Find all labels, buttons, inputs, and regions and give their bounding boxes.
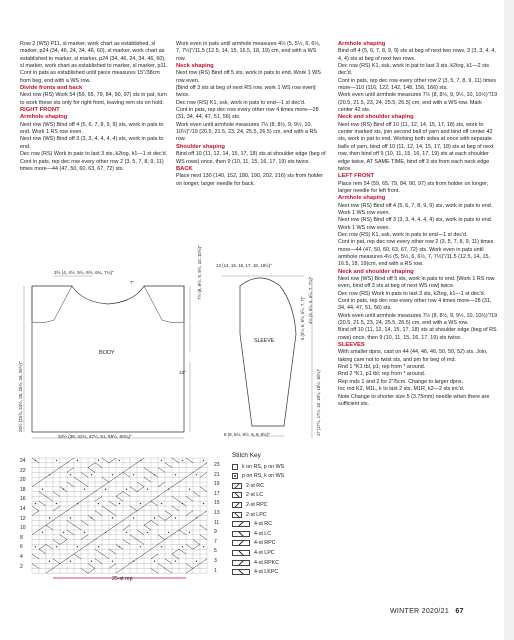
stitch-key-item (232, 462, 284, 471)
stitch-key-item (232, 529, 271, 538)
chart-row-number: 5 (214, 548, 217, 555)
stitch-key-label: 4-st LKPC (254, 569, 279, 576)
chart-row-number: 21 (214, 471, 220, 478)
stitch-key-label: 4-st RPKC (254, 559, 280, 566)
stitch-symbol-icon (232, 531, 250, 537)
instruction-paragraph: Dec row (RS) K1, ssk, work in pat to last 3 sts, k2tog, k1—2 sts dec'd. (338, 63, 489, 77)
schematic-waist-dim: 34½ (38, 42¼, 47½, 51, 55½, 60¼)" (58, 434, 132, 439)
instruction-paragraph: Bind off 4 (5, 6, 7, 8, 9, 9) sts at beg of next two rows, 3 (3, 3, 4, 4, 4, 4) sts at beg of next two rows. (338, 48, 496, 62)
chart-row-number: 12 (20, 515, 26, 522)
stitch-key-item (232, 491, 263, 500)
stitch-symbol-icon (232, 473, 238, 479)
page-number: 67 (455, 608, 464, 615)
instruction-paragraph: Next row (RS) Bind off 3 (3, 3, 4, 4, 4, 4) sts, work in pats to end. Work 1 WS row even. (338, 217, 493, 231)
chart-row-number: 22 (20, 467, 26, 474)
instruction-paragraph: Place next 130 (140, 152, 180, 190, 202, 216) sts from holder on longer, larger needle for back. (176, 173, 323, 187)
stitch-key-label: 4-st RPC (254, 540, 276, 547)
instruction-paragraph: Next row (RS) Bind off 5 sts, work in pats to end. Work 1 WS row even. (176, 70, 321, 84)
section-heading: Armhole shaping (20, 114, 68, 121)
instruction-paragraph: Work even until armhole measures 7½ (8, 8½, 9, 9½, 10, 10½)"/19 (20.5, 21.5, 23, 24, 25.5, 26.5) cm, end with a RS row. (176, 121, 317, 143)
instruction-paragraph: Cont in pat, rep dec row every other row 2 (3, 5, 7, 8, 9, 11) times more—44 (47, 50, 60, 63, 67, 72) sts. Work even in pats until armhole measures 4½ (5, 5½, 6, 6½, 7, 7½)"/11.5 (12.5, 14, 15, 16.5, 18, 19)cm, end with a RS row. (338, 239, 494, 268)
section-heading: Shoulder shaping (176, 143, 225, 150)
stitch-symbol-icon (232, 521, 250, 527)
instruction-paragraph: Rep rnds 1 and 2 for 2"/5cm. Change to larger dpns. (338, 378, 464, 385)
stitch-key-item (232, 510, 267, 519)
instruction-paragraph: Dec row (RS) K1, ssk, work in pats to end—1 st dec'd. (176, 99, 306, 106)
stitch-symbol-icon (232, 483, 242, 489)
stitch-key-label: 2-st LC (246, 492, 264, 499)
stitch-symbol-icon (232, 502, 242, 508)
chart-row-number: 24 (20, 458, 26, 464)
instruction-paragraph: With smaller dpns, cast on 44 (44, 46, 46, 50, 50, 52) sts. Join, taking care not to twist sts, and pm for beg of rnd. (338, 349, 488, 363)
text-column-1 (20, 41, 168, 173)
chart-row-number: 19 (214, 481, 220, 488)
stitch-key-item (232, 558, 279, 567)
stitch-symbol-icon (232, 540, 250, 546)
chart-row-number: 14 (20, 506, 26, 512)
schematic-armhole-dim: 7½ (8, 8½, 9, 9½, 10, 10½)" (197, 245, 202, 300)
chart-row-number: 17 (214, 490, 220, 497)
stitch-symbol-icon (232, 512, 242, 518)
instruction-paragraph: Rnd 2 *K1, p1 tbl; rep from * around. (338, 371, 426, 378)
stitch-key-label: 4-st LPC (254, 549, 275, 556)
chart-row-number: 10 (20, 525, 26, 532)
body-schematic (14, 245, 202, 442)
instruction-paragraph: Work even in pats until armhole measures 4½ (5, 5½, 6, 6½, 7, 7½)"/11.5 (12.5, 14, 15, 16.5, 18, 19) cm, end with a WS row. (176, 41, 321, 62)
instruction-paragraph: Work even until armhole measures 7½ (8, 8½, 9, 9½, 10, 10½)"/19 (20.5, 21.5, 23, 24, 25.5, 26.5) cm, end with a WS row. (338, 312, 498, 327)
schematic-top-dim: 3½ (4, 4½, 5½, 6½, 6¾, 7¼)" (54, 270, 114, 275)
instruction-paragraph: Place rem 54 (59, 65, 79, 84, 90, 97) sts from holder on longer, larger needle for left front. (338, 180, 489, 194)
instruction-paragraph: Cont in pats, rep dec row every other row 2 (3, 5, 7, 8, 9, 11) times more—110 (116, 122, 142, 148, 156, 166) sts. (338, 77, 497, 92)
stitch-key-label: 4-st LC (254, 530, 272, 537)
stitch-key-label: 2-st LPC (246, 511, 267, 518)
schematic-side-dim: 25½ (23⅞, 24½, 25, 25½, 26, 26½)" (18, 361, 23, 432)
chart-row-number: 16 (20, 496, 26, 503)
instruction-paragraph: Next row (WS) Bind off 5 sts, work in pats to end. [Work 1 RS row even, bind off 3 sts at beg of next WS row] twice. (338, 276, 495, 290)
instruction-paragraph: Dec row (RS) Work in pats to last 3 sts, k2tog, k1—1 st dec'd. (338, 290, 486, 297)
stitch-symbol-icon (232, 492, 242, 498)
section-heading: SLEEVES (338, 342, 365, 349)
stitch-key-label: 4-st RC (254, 521, 272, 528)
cable-chart (20, 454, 228, 589)
chart-row-number: 1 (214, 567, 217, 574)
stitch-symbol-icon (232, 560, 250, 566)
section-heading: Armhole shaping (338, 41, 386, 47)
chart-row-number: 15 (214, 500, 220, 507)
section-heading: Neck shaping (176, 63, 214, 70)
instruction-paragraph: Work even until armhole measures 7½ (8, 8½, 9, 9½, 10, 10½)"/19 (20.5, 21.5, 23, 24, 25.5, 26.5) cm, end with a WS row. Mark center 42 sts. (338, 92, 498, 114)
sleeve-cap-dim: 4½ (5, 5½, 6, 6½, 7, 7½)" (308, 276, 313, 324)
instruction-paragraph: Next row (RS) Bind off 10 (11, 12, 14, 15, 17, 18) sts, work to center marked sts, join second ball of yarn and bind off center 42 sts, work in pat to end. Working both sides at once with separate balls of yarn, bind off 10 (11, 12, 14, 15, 17, 18) sts at beg of next row, then bind off 9 (10, 11, 15, 16, 17, 19) sts at each shoulder edge twice, AT SAME TIME, bind off 3 sts from each neck edge twice. (338, 121, 494, 172)
chart-row-number: 3 (214, 558, 217, 564)
text-column-3 (338, 41, 498, 408)
instruction-paragraph: Note Change to shorter size 5 (3.75mm) needle when there are sufficient sts. (338, 393, 490, 407)
sleeve-length-dim: 17 (17½, 17½, 18, 18½, 18½, 18½)" (316, 368, 321, 436)
section-heading: Neck and shoulder shaping (338, 268, 414, 275)
instruction-paragraph: Rnd 1 *K1 tbl, p1; rep from * around. (338, 364, 426, 371)
stitch-symbol-icon (232, 569, 250, 575)
instruction-paragraph: Cont in pats, rep dec row every other row 4 times more—28 (31, 34, 44, 47, 51, 56) sts. (338, 298, 492, 312)
chart-row-number: 9 (214, 529, 217, 536)
stitch-key (232, 452, 332, 577)
instruction-paragraph: Row 2 (WS) P11, sl marker, work chart as established, sl marker, p24 (34, 46, 24, 34, 46, 60), sl marker, work chart as established to marker, sl marker, p24 (34, 46, 24, 34, 46, 60), sl marker, work chart as established to marker, sl marker, p11. Cont in pats as established until piece measures 15"/38cm from beg, end with a WS row. (20, 41, 168, 84)
instruction-paragraph: Bind off 10 (11, 12, 14, 15, 17, 18) sts at shoulder edge (beg of RS rows) once, then 9 (10, 11, 15, 16, 17, 19) sts twice. (338, 327, 497, 341)
stitch-symbol-icon (232, 464, 238, 470)
instruction-paragraph: Bind off 10 (11, 12, 14, 15, 17, 18) sts at shoulder edge (beg of WS rows) once, then 9 (10, 11, 15, 16, 17, 19) sts twice. (176, 151, 326, 165)
section-heading: Armhole shaping (338, 195, 386, 202)
page-footer (390, 608, 464, 615)
instruction-paragraph: Next row (RS) Bind off 4 (5, 6, 7, 8, 9, 9) sts, work in pats to end. Work 1 WS row even. (338, 202, 493, 216)
stitch-key-label: k on RS, p on WS (242, 463, 285, 470)
chart-rep-label: 25-st rep (112, 576, 133, 582)
chart-row-number: 11 (214, 519, 220, 526)
instruction-paragraph: Inc rnd K2, M1L, k to last 2 sts, M1R, k2—2 sts inc'd. (338, 386, 465, 393)
sleeve-top-dim: 13 (14, 15, 16, 17, 18, 18½)" (216, 263, 272, 268)
stitch-key-label: 2-st RC (246, 482, 264, 489)
chart-row-number: 2 (20, 563, 23, 570)
chart-row-number: 8 (20, 534, 23, 541)
sleeve-right-dim: 5 (5½, 6, 6½, 6½, 7, 7)" (300, 296, 305, 340)
section-heading: BACK (176, 165, 193, 172)
instruction-paragraph: Cont in pats, rep dec row every other row 2 (3, 5, 7, 8, 9, 11) times more—44 (47, 50, 60, 63, 67, 72) sts. (20, 158, 164, 172)
schematic-length-dim: 13" (179, 370, 186, 375)
stitch-key-item (232, 481, 264, 490)
chart-row-number: 13 (214, 510, 220, 516)
instruction-paragraph: Dec row (RS) K1, ssk, work in pats to end—1 st dec'd. (338, 231, 468, 238)
instruction-paragraph: Next row (WS) Bind off 4 (5, 6, 7, 8, 9, 9) sts, work in pats to end. Work 1 RS row even. (20, 121, 164, 136)
instruction-paragraph: Next row (WS) Bind off 3 (3, 3, 4, 4, 4, 4) sts, work in pats to end. (20, 136, 164, 150)
stitch-key-label: p on RS, k on WS (242, 473, 285, 480)
stitch-key-label: 2-st RPC (246, 501, 268, 508)
section-heading: LEFT FRONT (338, 173, 375, 180)
chart-row-number: 20 (20, 477, 26, 484)
chart-row-number: 23 (214, 462, 220, 468)
instruction-paragraph: Cont in pats, rep dec row every other row 4 times more—28 (31, 34, 44, 47, 51, 56) sts. (176, 107, 319, 121)
stitch-symbol-icon (232, 550, 250, 556)
section-heading: Neck and shoulder shaping (338, 114, 414, 121)
chart-row-number: 7 (214, 538, 217, 545)
schematic-shoulder-dim: 7" (130, 280, 135, 285)
stitch-key-item (232, 548, 275, 557)
sleeve-label: SLEEVE (254, 338, 275, 344)
section-heading: RIGHT FRONT (20, 107, 60, 114)
page-edge-strip (504, 0, 514, 640)
issue-label: WINTER 2020/21 (390, 608, 450, 615)
sleeve-schematic (200, 262, 330, 442)
stitch-key-item (232, 500, 268, 509)
schematic-body-label: BODY (99, 350, 115, 356)
instruction-paragraph: Next row (RS) Work 54 (59, 65, 79, 84, 90, 97) sts in pat, turn to work these sts only for right front, leaving rem sts on hold. (20, 92, 167, 106)
instruction-paragraph: [Bind off 3 sts at beg of next RS row, work 1 WS row even] twice. (176, 85, 316, 99)
stitch-key-item (232, 539, 276, 548)
stitch-key-item (232, 520, 272, 529)
text-column-2 (176, 41, 326, 188)
instruction-paragraph: Dec row (RS) Work in pats to last 3 sts, k2tog, k1—1 st dec'd. (20, 151, 168, 158)
stitch-key-item (232, 472, 284, 481)
section-heading: Divide fronts and back (20, 85, 83, 92)
sleeve-bottom-dim: 8 (8, 8½, 8½, 9, 9, 9½)" (224, 432, 270, 437)
chart-row-number: 4 (20, 554, 23, 560)
chart-row-number: 18 (20, 486, 26, 493)
stitch-key-item (232, 568, 278, 577)
cable-chart-grid (20, 454, 228, 589)
stitch-key-title: Stitch Key (232, 452, 261, 459)
chart-row-number: 6 (20, 544, 23, 551)
